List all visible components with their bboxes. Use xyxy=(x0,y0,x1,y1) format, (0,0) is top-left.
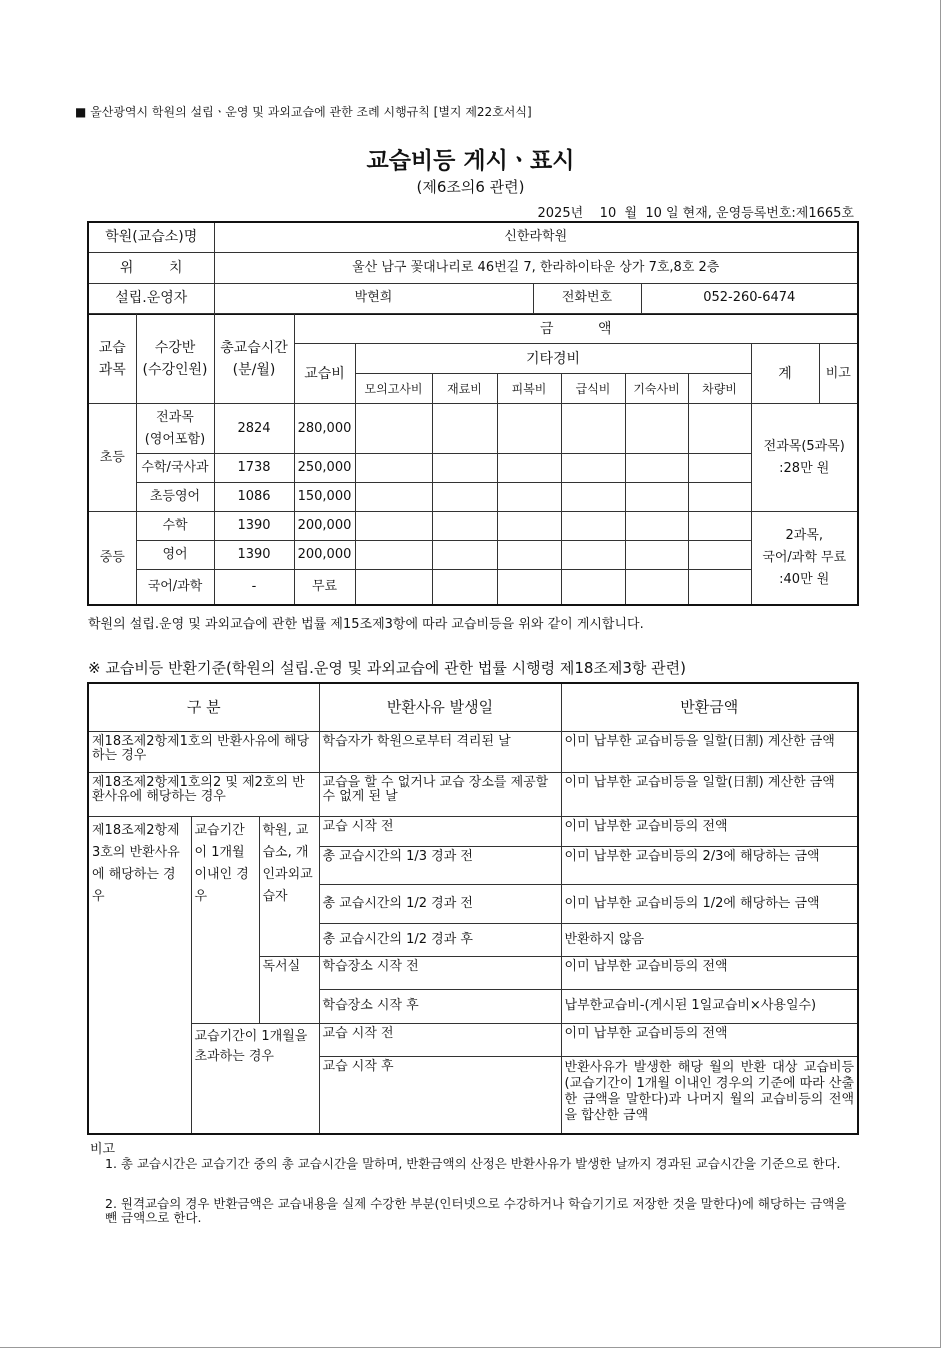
academy-info-table xyxy=(87,221,859,315)
refund-title: ※ 교습비등 반환기준(학원의 설립.운영 및 과외교습에 관한 법률 시행령 제18조제3항 관련) xyxy=(88,659,687,677)
class-cell: 국어/과학 xyxy=(136,570,214,605)
refund-amount: 이미 납부한 교습비등의 전액 xyxy=(561,1023,858,1056)
refund-date: 총 교습시간의 1/3 경과 전 xyxy=(319,846,561,884)
academy-name: 신한라학원 xyxy=(214,222,858,252)
refund-date: 교습 시작 후 xyxy=(319,1056,561,1134)
other-fee-cell xyxy=(688,454,751,483)
header-other: 기타경비 xyxy=(355,344,751,374)
tuition-cell: 200,000 xyxy=(294,541,355,570)
remarks-label: 비고 xyxy=(90,1142,116,1157)
other-fee-cell xyxy=(688,512,751,541)
refund-table xyxy=(87,682,859,1135)
other-fee-cell xyxy=(355,512,432,541)
refund-amount: 반환하지 않음 xyxy=(561,923,858,956)
hours-cell: 1390 xyxy=(214,541,294,570)
header-note: 비고 xyxy=(819,344,858,404)
tuition-cell: 280,000 xyxy=(294,404,355,454)
other-fee-cell xyxy=(355,404,432,454)
page-title: 교습비등 게시ㆍ표시 xyxy=(366,148,575,174)
fee-row xyxy=(88,483,858,512)
within-month: 교습기간이 1개월 이내인 경우 xyxy=(191,816,259,1023)
fee-row xyxy=(88,512,858,541)
other-fee-cell xyxy=(432,454,497,483)
other-fee-cell xyxy=(688,404,751,454)
other-fee-cell xyxy=(688,483,751,512)
reading-room: 독서실 xyxy=(259,956,319,1023)
hours-cell: 1390 xyxy=(214,512,294,541)
fee-table xyxy=(87,313,859,606)
other-fee-cell xyxy=(432,541,497,570)
other-fee-cell xyxy=(355,570,432,605)
other-fee-cell xyxy=(432,512,497,541)
other-fee-cell xyxy=(688,570,751,605)
level-cell: 초등 xyxy=(88,404,136,512)
header-other-item: 모의고사비 xyxy=(355,374,432,404)
refund-date: 학습자가 학원으로부터 격리된 날 xyxy=(319,731,561,772)
refund-amount: 이미 납부한 교습비등을 일할(日割) 계산한 금액 xyxy=(561,772,858,816)
other-fee-cell xyxy=(432,404,497,454)
tuition-cell: 250,000 xyxy=(294,454,355,483)
other-fee-cell xyxy=(497,483,561,512)
other-fee-cell xyxy=(497,512,561,541)
header-total: 계 xyxy=(751,344,819,404)
statement: 학원의 설립.운영 및 과외교습에 관한 법률 제15조제3항에 따라 교습비등을 위와 같이 게시합니다. xyxy=(88,617,644,632)
refund-amount: 이미 납부한 교습비등의 전액 xyxy=(561,816,858,846)
other-fee-cell xyxy=(497,404,561,454)
header-other-item: 피복비 xyxy=(497,374,561,404)
level-cell: 중등 xyxy=(88,512,136,605)
tuition-cell: 150,000 xyxy=(294,483,355,512)
other-fee-cell xyxy=(432,483,497,512)
refund-amount: 이미 납부한 교습비등의 전액 xyxy=(561,956,858,989)
fee-row xyxy=(88,454,858,483)
other-fee-cell xyxy=(432,570,497,605)
header-other-item: 재료비 xyxy=(432,374,497,404)
hours-cell: 1086 xyxy=(214,483,294,512)
refund-date: 교습 시작 전 xyxy=(319,1023,561,1056)
other-fee-cell xyxy=(355,483,432,512)
refund-header-category: 구 분 xyxy=(88,683,319,731)
remark-item: 2. 원격교습의 경우 반환금액은 교습내용을 실제 수강한 부분(인터넷으로 수강하거나 학습기기로 저장한 것을 말한다)에 해당하는 금액을 뺀 금액으로 한다. xyxy=(105,1196,847,1225)
over-month: 교습기간이 1개월을 초과하는 경우 xyxy=(191,1023,319,1134)
form-header-note: ■ 울산광역시 학원의 설립ㆍ운영 및 과외교습에 관한 조례 시행규칙 [별지 제22호서식] xyxy=(75,105,532,119)
header-other-item: 급식비 xyxy=(561,374,625,404)
header-class: 수강반 (수강인원) xyxy=(136,314,214,404)
refund-header-amount: 반환금액 xyxy=(561,683,858,731)
class-cell: 수학/국사과 xyxy=(136,454,214,483)
other-fee-cell xyxy=(625,570,688,605)
academy-location: 울산 남구 꽃대나리로 46번길 7, 한라하이타운 상가 7호,8호 2층 xyxy=(214,252,858,283)
class-cell: 전과목 (영어포함) xyxy=(136,404,214,454)
refund-header-date: 반환사유 발생일 xyxy=(319,683,561,731)
other-fee-cell xyxy=(625,404,688,454)
refund-amount: 이미 납부한 교습비등을 일할(日割) 계산한 금액 xyxy=(561,731,858,772)
academy-types: 학원, 교습소, 개인과외교습자 xyxy=(259,816,319,956)
refund-date: 총 교습시간의 1/2 경과 후 xyxy=(319,923,561,956)
refund-amount: 납부한교습비-(게시된 1일교습비×사용일수) xyxy=(561,989,858,1023)
hours-cell: 1738 xyxy=(214,454,294,483)
total-cell: 전과목(5과목) :28만 원 xyxy=(751,404,858,512)
hours-cell: - xyxy=(214,570,294,605)
refund-date: 교습 시작 전 xyxy=(319,816,561,846)
hours-cell: 2824 xyxy=(214,404,294,454)
tuition-cell: 200,000 xyxy=(294,512,355,541)
other-fee-cell xyxy=(497,541,561,570)
other-fee-cell xyxy=(561,512,625,541)
founder-label: 설립.운영자 xyxy=(88,283,214,314)
header-other-item: 기숙사비 xyxy=(625,374,688,404)
other-fee-cell xyxy=(497,570,561,605)
name-label: 학원(교습소)명 xyxy=(88,222,214,252)
header-amount: 금 액 xyxy=(294,314,858,344)
founder: 박현희 xyxy=(214,283,533,314)
refund-amount: 반환사유가 발생한 해당 월의 반환 대상 교습비등(교습기간이 1개월 이내인 경우의 기준에 따라 산출한 금액을 말한다)과 나머지 월의 교습비등의 전액을 합산한 금액 xyxy=(561,1056,858,1134)
date-line: 2025년 10 월 10 일 현재, 운영등록번호:제1665호 xyxy=(537,206,854,221)
refund-case: 제18조제2항제3호의 반환사유에 해당하는 경우 xyxy=(88,816,191,1134)
other-fee-cell xyxy=(625,512,688,541)
refund-amount: 이미 납부한 교습비등의 2/3에 해당하는 금액 xyxy=(561,846,858,884)
header-subject: 교습 과목 xyxy=(88,314,136,404)
refund-date: 학습장소 시작 후 xyxy=(319,989,561,1023)
refund-date: 교습을 할 수 없거나 교습 장소를 제공할 수 없게 된 날 xyxy=(319,772,561,816)
refund-date: 학습장소 시작 전 xyxy=(319,956,561,989)
other-fee-cell xyxy=(625,454,688,483)
other-fee-cell xyxy=(561,483,625,512)
other-fee-cell xyxy=(355,541,432,570)
refund-date: 총 교습시간의 1/2 경과 전 xyxy=(319,884,561,923)
header-other-item: 차량비 xyxy=(688,374,751,404)
other-fee-cell xyxy=(688,541,751,570)
class-cell: 영어 xyxy=(136,541,214,570)
remark-item: 1. 총 교습시간은 교습기간 중의 총 교습시간을 말하며, 반환금액의 산정은 반환사유가 발생한 날까지 경과된 교습시간을 기준으로 한다. xyxy=(105,1156,841,1171)
refund-case: 제18조제2항제1호의 반환사유에 해당하는 경우 xyxy=(88,731,319,772)
class-cell: 초등영어 xyxy=(136,483,214,512)
other-fee-cell xyxy=(625,541,688,570)
page-subtitle: (제6조의6 관련) xyxy=(416,178,525,196)
refund-amount: 이미 납부한 교습비등의 1/2에 해당하는 금액 xyxy=(561,884,858,923)
fee-row xyxy=(88,404,858,454)
other-fee-cell xyxy=(625,483,688,512)
other-fee-cell xyxy=(561,404,625,454)
fee-row xyxy=(88,570,858,605)
other-fee-cell xyxy=(561,541,625,570)
class-cell: 수학 xyxy=(136,512,214,541)
other-fee-cell xyxy=(561,570,625,605)
other-fee-cell xyxy=(355,454,432,483)
tuition-cell: 무료 xyxy=(294,570,355,605)
header-hours: 총교습시간 (분/월) xyxy=(214,314,294,404)
other-fee-cell xyxy=(497,454,561,483)
total-cell: 2과목, 국어/과학 무료 :40만 원 xyxy=(751,512,858,605)
phone-label: 전화번호 xyxy=(533,283,641,314)
refund-case: 제18조제2항제1호의2 및 제2호의 반환사유에 해당하는 경우 xyxy=(88,772,319,816)
phone: 052-260-6474 xyxy=(641,283,858,314)
location-label: 위 치 xyxy=(88,252,214,283)
header-tuition: 교습비 xyxy=(294,344,355,404)
other-fee-cell xyxy=(561,454,625,483)
fee-row xyxy=(88,541,858,570)
